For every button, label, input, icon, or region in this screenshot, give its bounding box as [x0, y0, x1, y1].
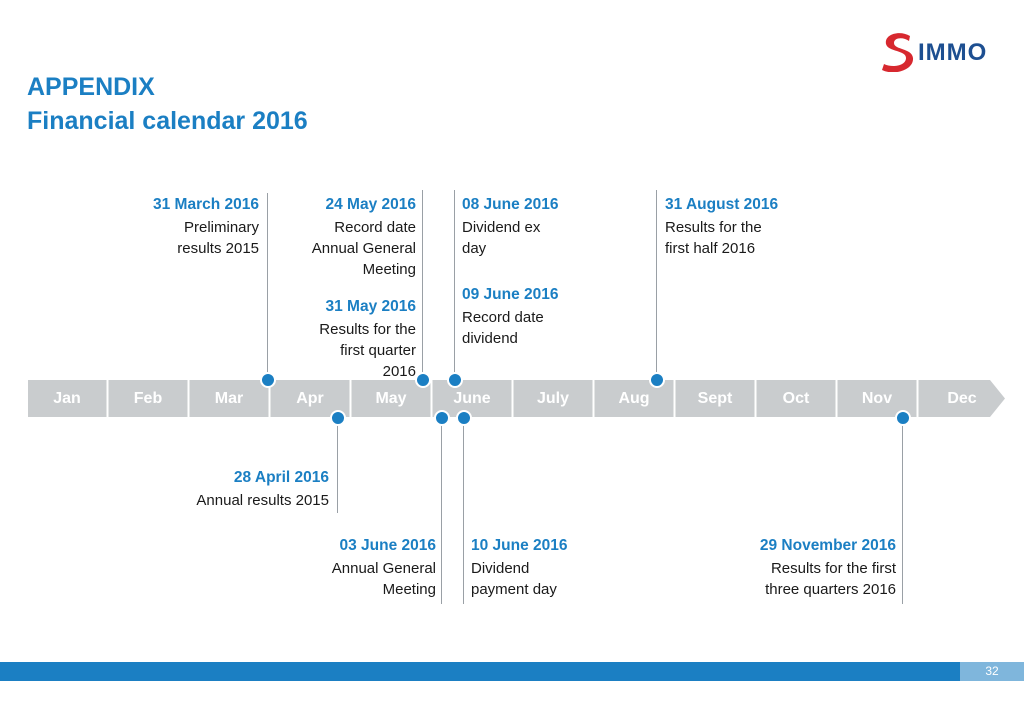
- event-text: Annual results 2015: [196, 492, 329, 509]
- event-date: 03 June 2016: [339, 537, 436, 554]
- month-dividers: [0, 380, 1024, 417]
- event-date: 31 May 2016: [325, 298, 416, 315]
- event-date: 24 May 2016: [325, 196, 416, 213]
- event-text: Preliminary results 2015: [177, 219, 259, 257]
- event-date: 10 June 2016: [471, 537, 568, 554]
- page-number: 32: [960, 662, 1024, 681]
- event-text: Results for the first half 2016: [665, 219, 762, 257]
- connector-jun08: [454, 190, 455, 380]
- event-jun09: [462, 284, 702, 349]
- event-text: Record date Annual General Meeting: [311, 219, 416, 278]
- page-subtitle: Financial calendar 2016: [27, 107, 308, 135]
- marker-may: [415, 372, 431, 388]
- event-nov29: [656, 535, 896, 600]
- event-text: Results for the first three quarters 2016: [765, 560, 896, 598]
- event-date: 31 August 2016: [665, 196, 779, 213]
- month-mar: Mar: [214, 390, 244, 407]
- marker-jun03: [434, 410, 450, 426]
- event-text: Annual General Meeting: [331, 560, 436, 598]
- month-aug: Aug: [618, 390, 650, 407]
- event-may24: [176, 194, 416, 280]
- month-sept: Sept: [697, 390, 733, 407]
- month-feb: Feb: [133, 390, 163, 407]
- event-date: 09 June 2016: [462, 286, 559, 303]
- marker-aug31: [649, 372, 665, 388]
- event-date: 31 March 2016: [153, 196, 259, 213]
- marker-nov29: [895, 410, 911, 426]
- marker-jun08: [447, 372, 463, 388]
- connector-may: [422, 190, 423, 380]
- event-aug31: [665, 194, 905, 259]
- month-apr: Apr: [296, 390, 324, 407]
- event-jun03: [196, 535, 436, 600]
- event-text: Record date dividend: [462, 309, 544, 347]
- marker-apr28: [330, 410, 346, 426]
- connector-jun03: [441, 417, 442, 604]
- footer-bar: [0, 662, 1024, 681]
- page-title: APPENDIX: [27, 73, 155, 101]
- month-dec: Dec: [947, 390, 977, 407]
- event-text: Dividend ex day: [462, 219, 541, 257]
- month-may: May: [375, 390, 407, 407]
- connector-jun10: [463, 417, 464, 604]
- event-date: 28 April 2016: [233, 469, 329, 486]
- event-date: 29 November 2016: [759, 537, 896, 554]
- s-immo-logo-icon: [880, 30, 916, 72]
- event-apr28: [89, 467, 329, 511]
- event-may31: [176, 296, 416, 382]
- event-text: Dividend payment day: [471, 560, 557, 598]
- logo: [880, 30, 1000, 72]
- connector-apr28: [337, 417, 338, 513]
- month-july: July: [536, 390, 569, 407]
- month-oct: Oct: [782, 390, 810, 407]
- month-nov: Nov: [861, 390, 893, 407]
- event-date: 08 June 2016: [462, 196, 559, 213]
- month-jan: Jan: [53, 390, 81, 407]
- marker-jun10: [456, 410, 472, 426]
- connector-nov29: [902, 417, 903, 604]
- event-text: Results for the first quarter 2016: [319, 321, 416, 380]
- logo-text: IMMO: [918, 39, 988, 66]
- month-june: June: [453, 390, 491, 407]
